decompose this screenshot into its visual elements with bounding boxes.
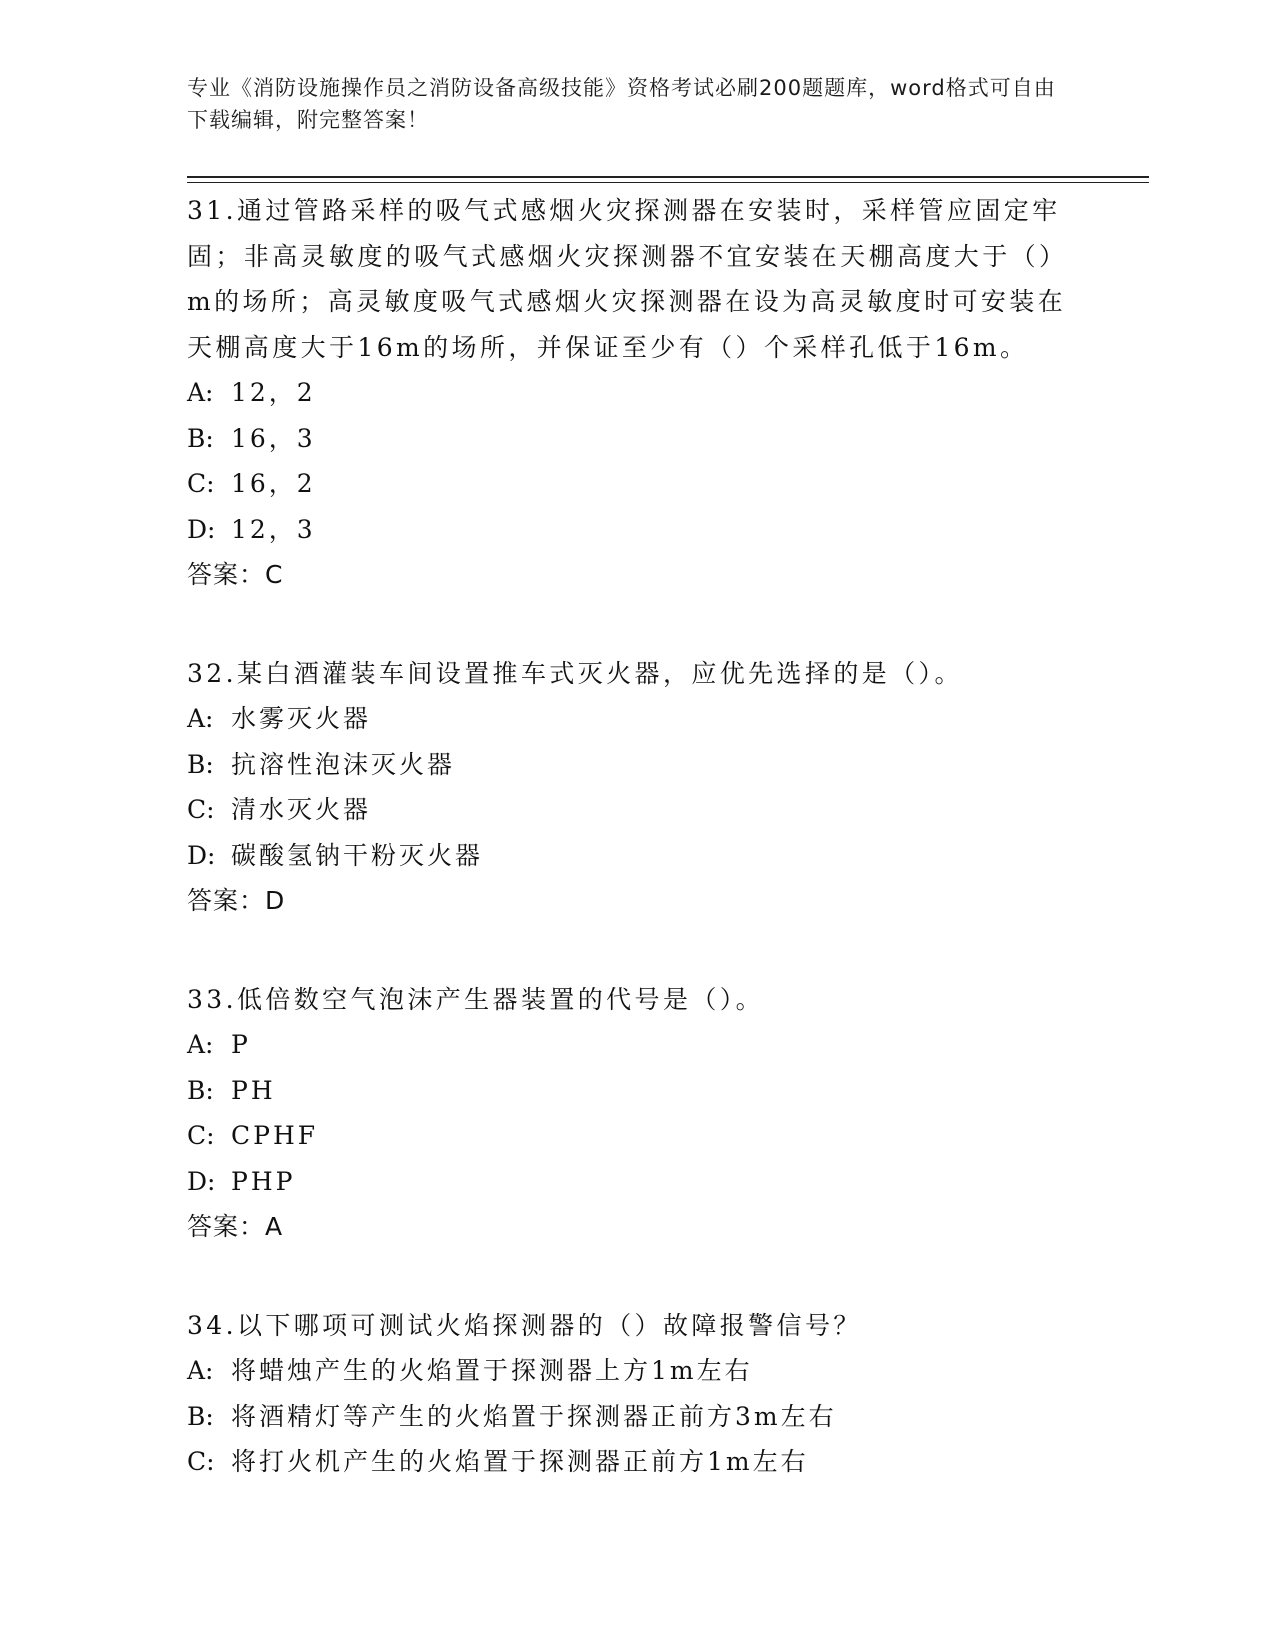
option-text: 将打火机产生的火焰置于探测器正前方1m左右 xyxy=(231,1447,809,1476)
question-list xyxy=(187,188,1087,1538)
option-b xyxy=(187,742,1087,788)
option-text: PH xyxy=(231,1075,276,1105)
option-key: A: xyxy=(187,704,214,733)
option-d xyxy=(187,507,1087,553)
answer-line: 答案：D xyxy=(187,886,286,915)
option-key: D: xyxy=(187,1166,216,1196)
option-text: 清水灭火器 xyxy=(231,795,372,824)
option-c xyxy=(187,787,1087,833)
option-d xyxy=(187,1159,1087,1205)
option-text: 16，3 xyxy=(231,423,316,453)
option-key: B: xyxy=(187,1401,214,1431)
option-a xyxy=(187,696,1087,742)
header-divider-thick xyxy=(187,176,1149,178)
answer-line: 答案：A xyxy=(187,1212,284,1241)
option-b xyxy=(187,1394,1087,1440)
option-a xyxy=(187,1022,1087,1068)
option-text: 抗溶性泡沫灭火器 xyxy=(231,749,456,779)
option-b xyxy=(187,1068,1087,1114)
question-34 xyxy=(187,1303,1087,1485)
option-text: PHP xyxy=(231,1166,296,1196)
question-stem: 31.通过管路采样的吸气式感烟火灾探测器在安装时，采样管应固定牢固；非高灵敏度的吸气式感烟火灾探测器不宜安装在天棚高度大于（）m的场所；高灵敏度吸气式感烟火灾探测器在设为高灵敏度时可安装在天棚高度大于16m的场所，并保证至少有（）个采样孔低于16m。 xyxy=(187,196,1068,362)
option-key: C: xyxy=(187,1121,215,1150)
option-text: 12，2 xyxy=(231,378,316,407)
option-b xyxy=(187,416,1087,462)
option-key: A: xyxy=(187,1356,214,1385)
document-header: 专业《消防设施操作员之消防设备高级技能》资格考试必刷200题题库，word格式可自由下载编辑，附完整答案！ xyxy=(187,76,1056,132)
question-stem: 34.以下哪项可测试火焰探测器的（）故障报警信号？ xyxy=(187,1310,862,1340)
question-32 xyxy=(187,651,1087,924)
option-text: 16，2 xyxy=(231,469,316,498)
header-divider-thin xyxy=(187,182,1149,183)
question-33 xyxy=(187,977,1087,1250)
option-text: 12，3 xyxy=(231,514,316,544)
option-key: C: xyxy=(187,469,215,498)
option-key: B: xyxy=(187,423,214,453)
option-key: C: xyxy=(187,795,215,824)
question-stem: 32.某白酒灌装车间设置推车式灭火器，应优先选择的是（）。 xyxy=(187,658,963,688)
option-text: 水雾灭火器 xyxy=(231,704,372,733)
option-key: B: xyxy=(187,1075,214,1105)
option-key: B: xyxy=(187,749,214,779)
option-text: 碳酸氢钠干粉灭火器 xyxy=(231,840,484,870)
option-text: CPHF xyxy=(231,1121,319,1150)
question-31 xyxy=(187,188,1087,598)
option-key: D: xyxy=(187,840,216,870)
answer-line: 答案：C xyxy=(187,560,284,589)
option-a xyxy=(187,1348,1087,1394)
question-stem: 33.低倍数空气泡沫产生器装置的代号是（）。 xyxy=(187,984,765,1014)
option-key: A: xyxy=(187,378,214,407)
option-key: C: xyxy=(187,1447,215,1476)
option-c xyxy=(187,1439,1087,1485)
option-c xyxy=(187,1113,1087,1159)
option-text: 将酒精灯等产生的火焰置于探测器正前方3m左右 xyxy=(231,1401,837,1431)
option-text: 将蜡烛产生的火焰置于探测器上方1m左右 xyxy=(231,1356,753,1385)
option-d xyxy=(187,833,1087,879)
option-c xyxy=(187,461,1087,507)
option-a xyxy=(187,370,1087,416)
option-key: D: xyxy=(187,514,216,544)
option-text: P xyxy=(231,1030,251,1059)
option-key: A: xyxy=(187,1030,214,1059)
